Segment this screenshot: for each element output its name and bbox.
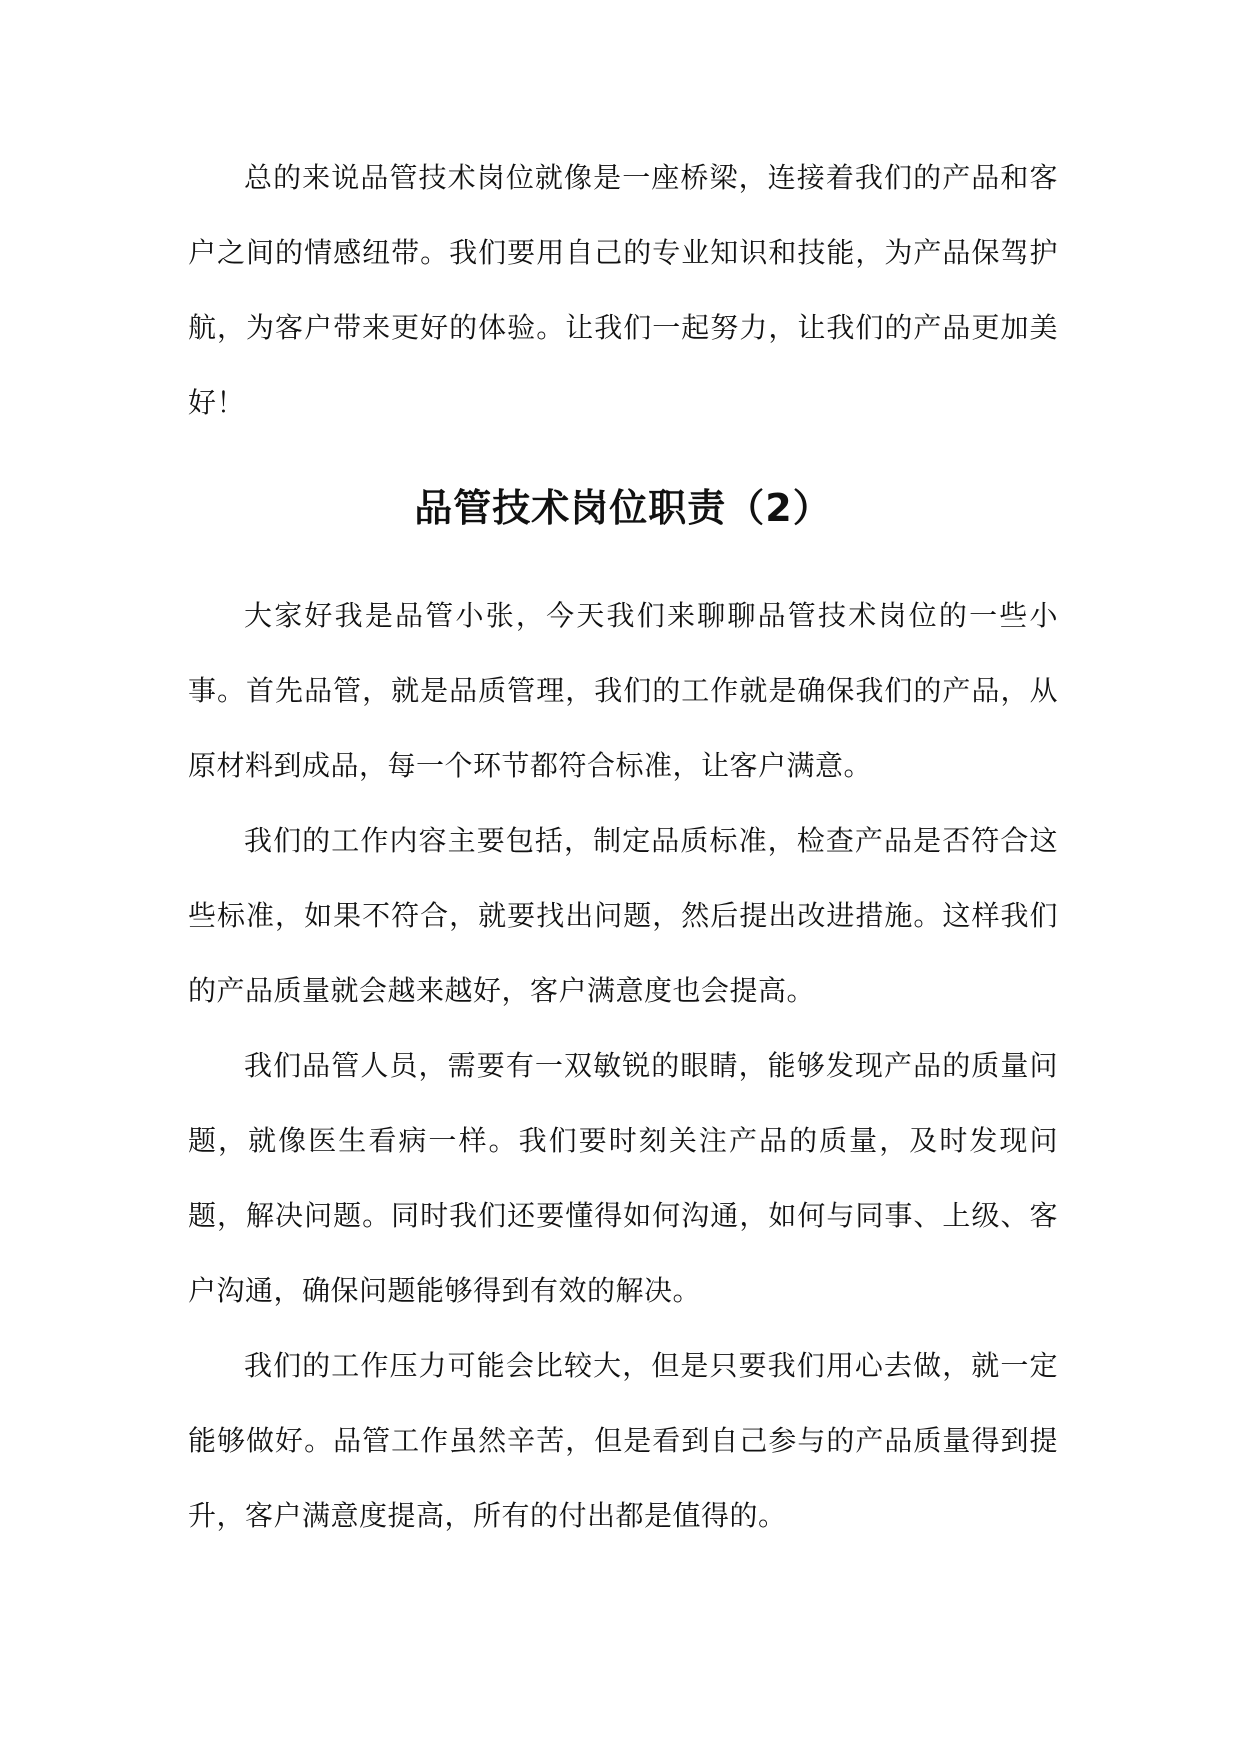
body-paragraph: 大家好我是品管小张，今天我们来聊聊品管技术岗位的一些小事。首先品管，就是品质管理，我们的工作就是确保我们的产品，从原材料到成品，每一个环节都符合标准，让客户满意。 [188,599,1058,782]
body-paragraph: 我们的工作内容主要包括，制定品质标准，检查产品是否符合这些标准，如果不符合，就要找出问题，然后提出改进措施。这样我们的产品质量就会越来越好，客户满意度也会提高。 [188,824,1058,1007]
document-body [188,140,1058,1553]
body-paragraph: 我们品管人员，需要有一双敏锐的眼睛，能够发现产品的质量问题，就像医生看病一样。我们要时刻关注产品的质量，及时发现问题，解决问题。同时我们还要懂得如何沟通，如何与同事、上级、客户沟通，确保问题能够得到有效的解决。 [188,1049,1058,1307]
intro-paragraph: 总的来说品管技术岗位就像是一座桥梁，连接着我们的产品和客户之间的情感纽带。我们要用自己的专业知识和技能，为产品保驾护航，为客户带来更好的体验。让我们一起努力，让我们的产品更加美好！ [188,161,1058,419]
body-paragraph: 我们的工作压力可能会比较大，但是只要我们用心去做，就一定能够做好。品管工作虽然辛苦，但是看到自己参与的产品质量得到提升，客户满意度提高，所有的付出都是值得的。 [188,1349,1058,1532]
section-title: 品管技术岗位职责（2） [414,486,832,530]
